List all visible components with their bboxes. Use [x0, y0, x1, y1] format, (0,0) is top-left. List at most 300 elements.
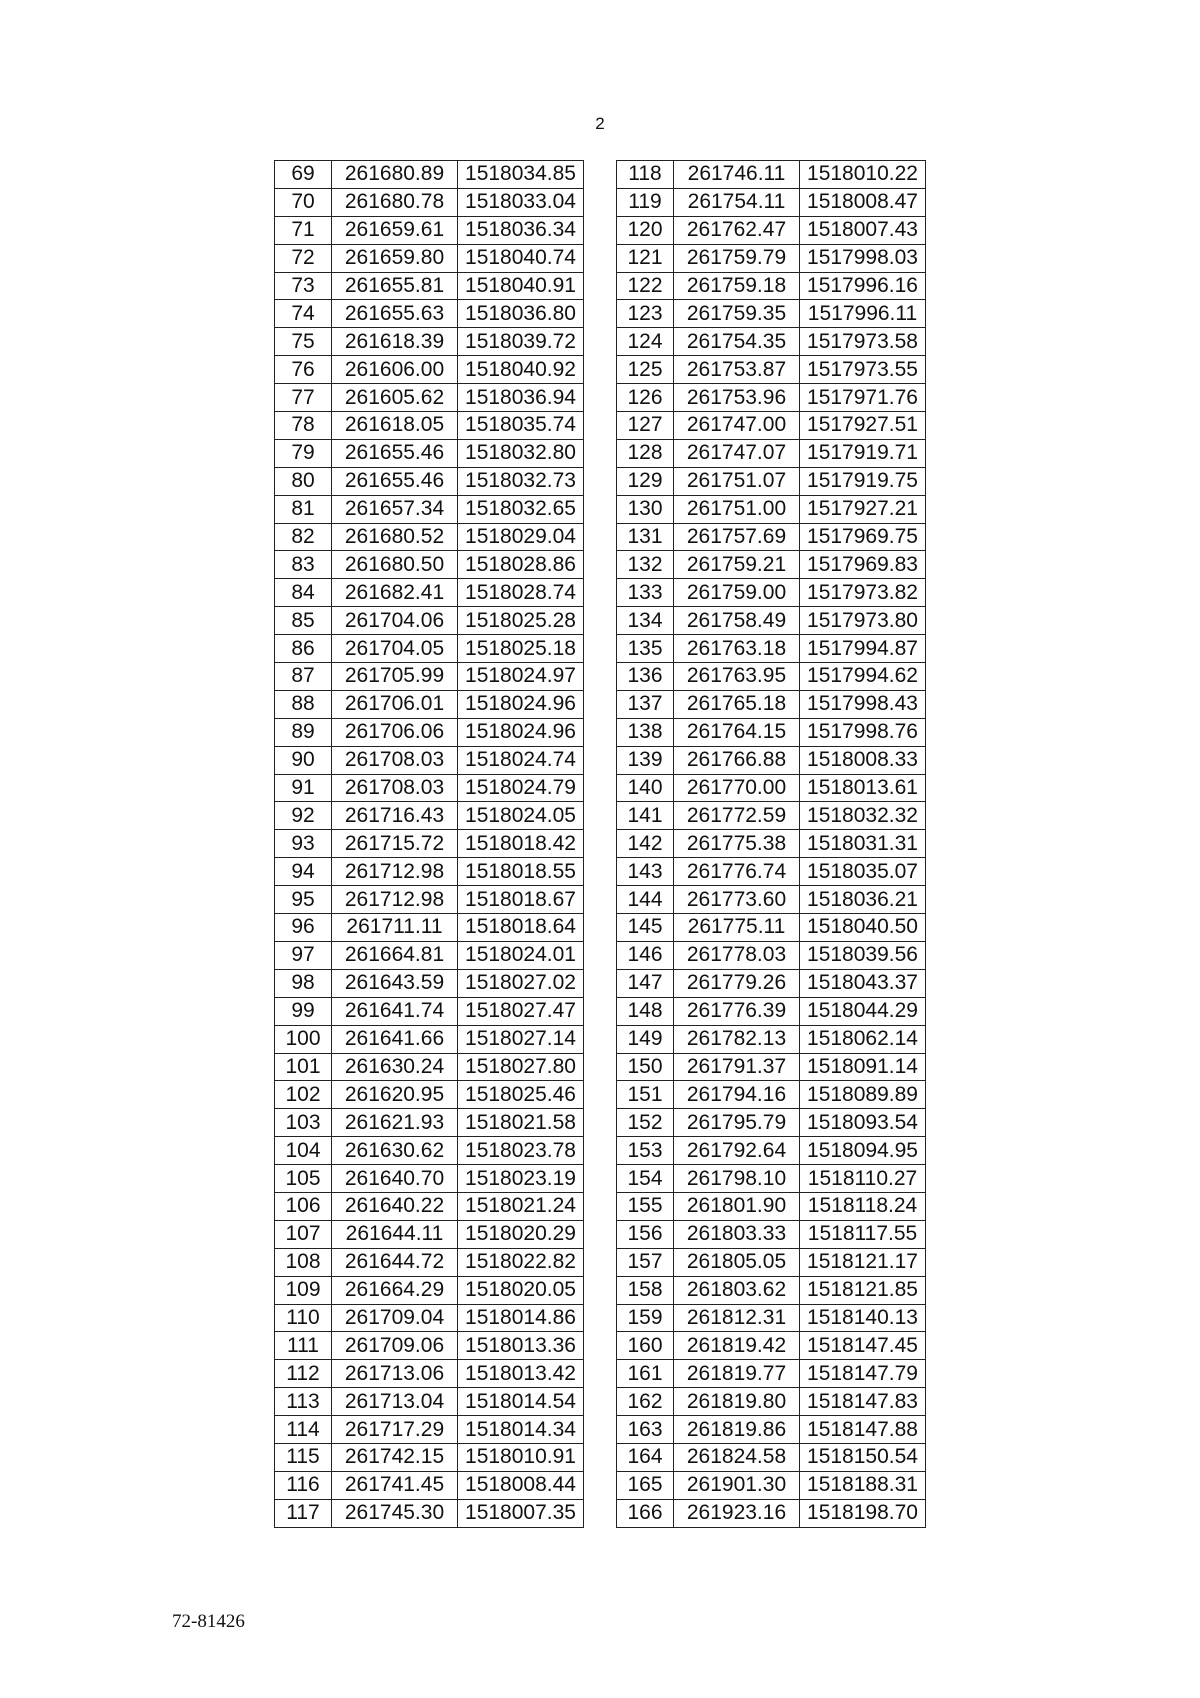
table-row — [275, 467, 584, 495]
coordinate-table-left — [274, 160, 584, 1528]
y-coordinate-cell: 1518089.89 — [800, 1081, 926, 1109]
table-row — [617, 551, 926, 579]
table-row — [617, 1053, 926, 1081]
x-coordinate-cell: 261655.46 — [332, 467, 458, 495]
point-number-cell: 95 — [275, 886, 332, 914]
y-coordinate-cell: 1518025.18 — [458, 635, 584, 663]
table-row — [617, 774, 926, 802]
point-number-cell: 70 — [275, 188, 332, 216]
y-coordinate-cell: 1518036.21 — [800, 886, 926, 914]
x-coordinate-cell: 261819.77 — [674, 1360, 800, 1388]
point-number-cell: 97 — [275, 941, 332, 969]
point-number-cell: 163 — [617, 1416, 674, 1444]
y-coordinate-cell: 1517998.76 — [800, 718, 926, 746]
y-coordinate-cell: 1518040.50 — [800, 914, 926, 942]
y-coordinate-cell: 1518024.01 — [458, 941, 584, 969]
table-row — [275, 774, 584, 802]
table-row — [275, 272, 584, 300]
table-row — [617, 523, 926, 551]
table-row — [275, 607, 584, 635]
table-row — [275, 579, 584, 607]
x-coordinate-cell: 261759.35 — [674, 300, 800, 328]
x-coordinate-cell: 261757.69 — [674, 523, 800, 551]
x-coordinate-cell: 261630.24 — [332, 1053, 458, 1081]
table-row — [617, 1109, 926, 1137]
x-coordinate-cell: 261754.11 — [674, 188, 800, 216]
x-coordinate-cell: 261741.45 — [332, 1471, 458, 1499]
x-coordinate-cell: 261704.06 — [332, 607, 458, 635]
point-number-cell: 140 — [617, 774, 674, 802]
y-coordinate-cell: 1518033.04 — [458, 188, 584, 216]
point-number-cell: 151 — [617, 1081, 674, 1109]
y-coordinate-cell: 1518021.58 — [458, 1109, 584, 1137]
table-row — [275, 635, 584, 663]
x-coordinate-cell: 261709.04 — [332, 1304, 458, 1332]
table-row — [617, 1081, 926, 1109]
table-row — [617, 356, 926, 384]
x-coordinate-cell: 261657.34 — [332, 495, 458, 523]
x-coordinate-cell: 261762.47 — [674, 216, 800, 244]
x-coordinate-cell: 261709.06 — [332, 1332, 458, 1360]
y-coordinate-cell: 1517998.03 — [800, 244, 926, 272]
point-number-cell: 127 — [617, 412, 674, 440]
table-row — [617, 1499, 926, 1527]
y-coordinate-cell: 1518043.37 — [800, 969, 926, 997]
point-number-cell: 112 — [275, 1360, 332, 1388]
point-number-cell: 153 — [617, 1137, 674, 1165]
x-coordinate-cell: 261819.86 — [674, 1416, 800, 1444]
x-coordinate-cell: 261682.41 — [332, 579, 458, 607]
y-coordinate-cell: 1518118.24 — [800, 1192, 926, 1220]
point-number-cell: 148 — [617, 997, 674, 1025]
y-coordinate-cell: 1518023.78 — [458, 1137, 584, 1165]
point-number-cell: 93 — [275, 830, 332, 858]
table-row — [275, 412, 584, 440]
y-coordinate-cell: 1518008.33 — [800, 746, 926, 774]
y-coordinate-cell: 1518010.91 — [458, 1443, 584, 1471]
table-row — [275, 328, 584, 356]
y-coordinate-cell: 1518036.34 — [458, 216, 584, 244]
table-row — [617, 1220, 926, 1248]
document-reference: 72-81426 — [172, 1611, 245, 1632]
x-coordinate-cell: 261801.90 — [674, 1192, 800, 1220]
point-number-cell: 113 — [275, 1388, 332, 1416]
x-coordinate-cell: 261618.39 — [332, 328, 458, 356]
x-coordinate-cell: 261644.11 — [332, 1220, 458, 1248]
x-coordinate-cell: 261792.64 — [674, 1137, 800, 1165]
point-number-cell: 76 — [275, 356, 332, 384]
y-coordinate-cell: 1518008.47 — [800, 188, 926, 216]
table-row — [275, 802, 584, 830]
point-number-cell: 164 — [617, 1443, 674, 1471]
point-number-cell: 135 — [617, 635, 674, 663]
point-number-cell: 82 — [275, 523, 332, 551]
point-number-cell: 130 — [617, 495, 674, 523]
table-row — [275, 1304, 584, 1332]
table-row — [617, 188, 926, 216]
x-coordinate-cell: 261763.95 — [674, 663, 800, 691]
point-number-cell: 115 — [275, 1443, 332, 1471]
x-coordinate-cell: 261680.78 — [332, 188, 458, 216]
y-coordinate-cell: 1518024.74 — [458, 746, 584, 774]
table-row — [275, 718, 584, 746]
table-row — [275, 1109, 584, 1137]
point-number-cell: 98 — [275, 969, 332, 997]
x-coordinate-cell: 261712.98 — [332, 886, 458, 914]
point-number-cell: 161 — [617, 1360, 674, 1388]
point-number-cell: 165 — [617, 1471, 674, 1499]
table-row — [617, 1137, 926, 1165]
y-coordinate-cell: 1518031.31 — [800, 830, 926, 858]
y-coordinate-cell: 1518022.82 — [458, 1248, 584, 1276]
point-number-cell: 141 — [617, 802, 674, 830]
y-coordinate-cell: 1517994.62 — [800, 663, 926, 691]
point-number-cell: 117 — [275, 1499, 332, 1527]
point-number-cell: 158 — [617, 1276, 674, 1304]
x-coordinate-cell: 261706.06 — [332, 718, 458, 746]
point-number-cell: 87 — [275, 663, 332, 691]
table-row — [275, 1388, 584, 1416]
x-coordinate-cell: 261708.03 — [332, 774, 458, 802]
table-row — [275, 830, 584, 858]
table-row — [275, 1025, 584, 1053]
table-row — [275, 551, 584, 579]
point-number-cell: 94 — [275, 858, 332, 886]
y-coordinate-cell: 1517969.75 — [800, 523, 926, 551]
point-number-cell: 110 — [275, 1304, 332, 1332]
table-row — [275, 495, 584, 523]
table-row — [617, 272, 926, 300]
table-row — [617, 663, 926, 691]
x-coordinate-cell: 261630.62 — [332, 1137, 458, 1165]
y-coordinate-cell: 1518025.46 — [458, 1081, 584, 1109]
table-row — [275, 1443, 584, 1471]
y-coordinate-cell: 1517969.83 — [800, 551, 926, 579]
x-coordinate-cell: 261706.01 — [332, 690, 458, 718]
x-coordinate-cell: 261745.30 — [332, 1499, 458, 1527]
point-number-cell: 109 — [275, 1276, 332, 1304]
y-coordinate-cell: 1518094.95 — [800, 1137, 926, 1165]
point-number-cell: 102 — [275, 1081, 332, 1109]
table-row — [617, 941, 926, 969]
table-row — [275, 439, 584, 467]
x-coordinate-cell: 261655.81 — [332, 272, 458, 300]
point-number-cell: 155 — [617, 1192, 674, 1220]
x-coordinate-cell: 261819.80 — [674, 1388, 800, 1416]
y-coordinate-cell: 1518010.22 — [800, 161, 926, 189]
point-number-cell: 114 — [275, 1416, 332, 1444]
point-number-cell: 96 — [275, 914, 332, 942]
y-coordinate-cell: 1517996.11 — [800, 300, 926, 328]
x-coordinate-cell: 261770.00 — [674, 774, 800, 802]
y-coordinate-cell: 1518024.96 — [458, 718, 584, 746]
x-coordinate-cell: 261901.30 — [674, 1471, 800, 1499]
point-number-cell: 108 — [275, 1248, 332, 1276]
table-row — [617, 997, 926, 1025]
x-coordinate-cell: 261641.74 — [332, 997, 458, 1025]
y-coordinate-cell: 1518020.05 — [458, 1276, 584, 1304]
y-coordinate-cell: 1517927.51 — [800, 412, 926, 440]
point-number-cell: 79 — [275, 439, 332, 467]
table-row — [617, 858, 926, 886]
point-number-cell: 143 — [617, 858, 674, 886]
y-coordinate-cell: 1517919.75 — [800, 467, 926, 495]
x-coordinate-cell: 261746.11 — [674, 161, 800, 189]
x-coordinate-cell: 261778.03 — [674, 941, 800, 969]
point-number-cell: 92 — [275, 802, 332, 830]
x-coordinate-cell: 261717.29 — [332, 1416, 458, 1444]
x-coordinate-cell: 261712.98 — [332, 858, 458, 886]
y-coordinate-cell: 1518008.44 — [458, 1471, 584, 1499]
table-row — [617, 886, 926, 914]
x-coordinate-cell: 261680.52 — [332, 523, 458, 551]
y-coordinate-cell: 1518040.74 — [458, 244, 584, 272]
table-row — [275, 523, 584, 551]
point-number-cell: 152 — [617, 1109, 674, 1137]
y-coordinate-cell: 1518028.74 — [458, 579, 584, 607]
table-row — [275, 384, 584, 412]
x-coordinate-cell: 261605.62 — [332, 384, 458, 412]
y-coordinate-cell: 1518032.73 — [458, 467, 584, 495]
table-row — [617, 384, 926, 412]
x-coordinate-cell: 261659.61 — [332, 216, 458, 244]
y-coordinate-cell: 1518188.31 — [800, 1471, 926, 1499]
point-number-cell: 145 — [617, 914, 674, 942]
y-coordinate-cell: 1518032.65 — [458, 495, 584, 523]
point-number-cell: 116 — [275, 1471, 332, 1499]
y-coordinate-cell: 1518032.32 — [800, 802, 926, 830]
x-coordinate-cell: 261711.11 — [332, 914, 458, 942]
table-row — [617, 244, 926, 272]
x-coordinate-cell: 261758.49 — [674, 607, 800, 635]
point-number-cell: 134 — [617, 607, 674, 635]
y-coordinate-cell: 1518040.92 — [458, 356, 584, 384]
point-number-cell: 146 — [617, 941, 674, 969]
y-coordinate-cell: 1518018.42 — [458, 830, 584, 858]
table-row — [275, 1416, 584, 1444]
point-number-cell: 111 — [275, 1332, 332, 1360]
x-coordinate-cell: 261643.59 — [332, 969, 458, 997]
table-row — [275, 1332, 584, 1360]
point-number-cell: 83 — [275, 551, 332, 579]
table-row — [275, 1360, 584, 1388]
y-coordinate-cell: 1518018.67 — [458, 886, 584, 914]
y-coordinate-cell: 1518014.86 — [458, 1304, 584, 1332]
y-coordinate-cell: 1518007.43 — [800, 216, 926, 244]
table-row — [617, 830, 926, 858]
y-coordinate-cell: 1518014.54 — [458, 1388, 584, 1416]
table-row — [617, 495, 926, 523]
point-number-cell: 142 — [617, 830, 674, 858]
table-row — [617, 1471, 926, 1499]
table-row — [617, 635, 926, 663]
point-number-cell: 136 — [617, 663, 674, 691]
table-row — [617, 439, 926, 467]
point-number-cell: 132 — [617, 551, 674, 579]
x-coordinate-cell: 261640.70 — [332, 1165, 458, 1193]
table-row — [275, 1499, 584, 1527]
point-number-cell: 80 — [275, 467, 332, 495]
y-coordinate-cell: 1518028.86 — [458, 551, 584, 579]
y-coordinate-cell: 1518007.35 — [458, 1499, 584, 1527]
point-number-cell: 78 — [275, 412, 332, 440]
point-number-cell: 73 — [275, 272, 332, 300]
table-row — [275, 1471, 584, 1499]
x-coordinate-cell: 261764.15 — [674, 718, 800, 746]
table-row — [617, 1304, 926, 1332]
table-row — [617, 914, 926, 942]
y-coordinate-cell: 1518036.80 — [458, 300, 584, 328]
table-row — [617, 1332, 926, 1360]
y-coordinate-cell: 1518027.47 — [458, 997, 584, 1025]
table-row — [617, 467, 926, 495]
table-row — [617, 579, 926, 607]
table-row — [617, 690, 926, 718]
y-coordinate-cell: 1518121.17 — [800, 1248, 926, 1276]
y-coordinate-cell: 1517973.80 — [800, 607, 926, 635]
y-coordinate-cell: 1518032.80 — [458, 439, 584, 467]
x-coordinate-cell: 261759.79 — [674, 244, 800, 272]
x-coordinate-cell: 261805.05 — [674, 1248, 800, 1276]
x-coordinate-cell: 261751.07 — [674, 467, 800, 495]
y-coordinate-cell: 1518147.88 — [800, 1416, 926, 1444]
table-row — [275, 1137, 584, 1165]
point-number-cell: 125 — [617, 356, 674, 384]
y-coordinate-cell: 1517973.82 — [800, 579, 926, 607]
x-coordinate-cell: 261779.26 — [674, 969, 800, 997]
page-number: 2 — [595, 114, 605, 133]
x-coordinate-cell: 261659.80 — [332, 244, 458, 272]
point-number-cell: 101 — [275, 1053, 332, 1081]
x-coordinate-cell: 261803.33 — [674, 1220, 800, 1248]
y-coordinate-cell: 1518110.27 — [800, 1165, 926, 1193]
x-coordinate-cell: 261753.96 — [674, 384, 800, 412]
x-coordinate-cell: 261708.03 — [332, 746, 458, 774]
table-row — [275, 690, 584, 718]
point-number-cell: 121 — [617, 244, 674, 272]
y-coordinate-cell: 1518018.55 — [458, 858, 584, 886]
point-number-cell: 106 — [275, 1192, 332, 1220]
y-coordinate-cell: 1518147.83 — [800, 1388, 926, 1416]
point-number-cell: 86 — [275, 635, 332, 663]
point-number-cell: 156 — [617, 1220, 674, 1248]
table-row — [617, 300, 926, 328]
point-number-cell: 154 — [617, 1165, 674, 1193]
x-coordinate-cell: 261655.63 — [332, 300, 458, 328]
point-number-cell: 69 — [275, 161, 332, 189]
y-coordinate-cell: 1518013.61 — [800, 774, 926, 802]
x-coordinate-cell: 261803.62 — [674, 1276, 800, 1304]
y-coordinate-cell: 1518062.14 — [800, 1025, 926, 1053]
point-number-cell: 77 — [275, 384, 332, 412]
table-row — [275, 914, 584, 942]
point-number-cell: 103 — [275, 1109, 332, 1137]
x-coordinate-cell: 261747.00 — [674, 412, 800, 440]
x-coordinate-cell: 261620.95 — [332, 1081, 458, 1109]
x-coordinate-cell: 261782.13 — [674, 1025, 800, 1053]
x-coordinate-cell: 261753.87 — [674, 356, 800, 384]
table-row — [617, 216, 926, 244]
y-coordinate-cell: 1517994.87 — [800, 635, 926, 663]
point-number-cell: 160 — [617, 1332, 674, 1360]
table-row — [275, 161, 584, 189]
x-coordinate-cell: 261618.05 — [332, 412, 458, 440]
point-number-cell: 118 — [617, 161, 674, 189]
x-coordinate-cell: 261641.66 — [332, 1025, 458, 1053]
coordinate-table-right — [616, 160, 926, 1528]
y-coordinate-cell: 1518024.79 — [458, 774, 584, 802]
table-row — [275, 1276, 584, 1304]
table-row — [617, 718, 926, 746]
table-row — [275, 1192, 584, 1220]
x-coordinate-cell: 261606.00 — [332, 356, 458, 384]
point-number-cell: 74 — [275, 300, 332, 328]
y-coordinate-cell: 1518117.55 — [800, 1220, 926, 1248]
x-coordinate-cell: 261680.50 — [332, 551, 458, 579]
point-number-cell: 99 — [275, 997, 332, 1025]
x-coordinate-cell: 261766.88 — [674, 746, 800, 774]
y-coordinate-cell: 1518140.13 — [800, 1304, 926, 1332]
table-row — [617, 1416, 926, 1444]
table-row — [617, 746, 926, 774]
y-coordinate-cell: 1517919.71 — [800, 439, 926, 467]
table-row — [275, 969, 584, 997]
table-row — [617, 328, 926, 356]
table-row — [275, 1248, 584, 1276]
point-number-cell: 81 — [275, 495, 332, 523]
x-coordinate-cell: 261775.38 — [674, 830, 800, 858]
y-coordinate-cell: 1518039.56 — [800, 941, 926, 969]
point-number-cell: 133 — [617, 579, 674, 607]
y-coordinate-cell: 1518147.79 — [800, 1360, 926, 1388]
y-coordinate-cell: 1518027.02 — [458, 969, 584, 997]
y-coordinate-cell: 1518020.29 — [458, 1220, 584, 1248]
x-coordinate-cell: 261765.18 — [674, 690, 800, 718]
point-number-cell: 84 — [275, 579, 332, 607]
y-coordinate-cell: 1518035.07 — [800, 858, 926, 886]
x-coordinate-cell: 261664.81 — [332, 941, 458, 969]
x-coordinate-cell: 261747.07 — [674, 439, 800, 467]
table-row — [275, 1165, 584, 1193]
y-coordinate-cell: 1518034.85 — [458, 161, 584, 189]
table-row — [617, 1388, 926, 1416]
table-row — [275, 244, 584, 272]
point-number-cell: 128 — [617, 439, 674, 467]
y-coordinate-cell: 1518025.28 — [458, 607, 584, 635]
table-row — [617, 607, 926, 635]
y-coordinate-cell: 1518147.45 — [800, 1332, 926, 1360]
x-coordinate-cell: 261742.15 — [332, 1443, 458, 1471]
table-row — [617, 1276, 926, 1304]
x-coordinate-cell: 261759.21 — [674, 551, 800, 579]
y-coordinate-cell: 1518027.80 — [458, 1053, 584, 1081]
x-coordinate-cell: 261621.93 — [332, 1109, 458, 1137]
y-coordinate-cell: 1517998.43 — [800, 690, 926, 718]
y-coordinate-cell: 1518040.91 — [458, 272, 584, 300]
x-coordinate-cell: 261751.00 — [674, 495, 800, 523]
x-coordinate-cell: 261754.35 — [674, 328, 800, 356]
x-coordinate-cell: 261715.72 — [332, 830, 458, 858]
point-number-cell: 88 — [275, 690, 332, 718]
y-coordinate-cell: 1518036.94 — [458, 384, 584, 412]
table-row — [275, 858, 584, 886]
point-number-cell: 137 — [617, 690, 674, 718]
table-row — [275, 1081, 584, 1109]
table-row — [275, 663, 584, 691]
y-coordinate-cell: 1518014.34 — [458, 1416, 584, 1444]
y-coordinate-cell: 1517973.55 — [800, 356, 926, 384]
point-number-cell: 139 — [617, 746, 674, 774]
